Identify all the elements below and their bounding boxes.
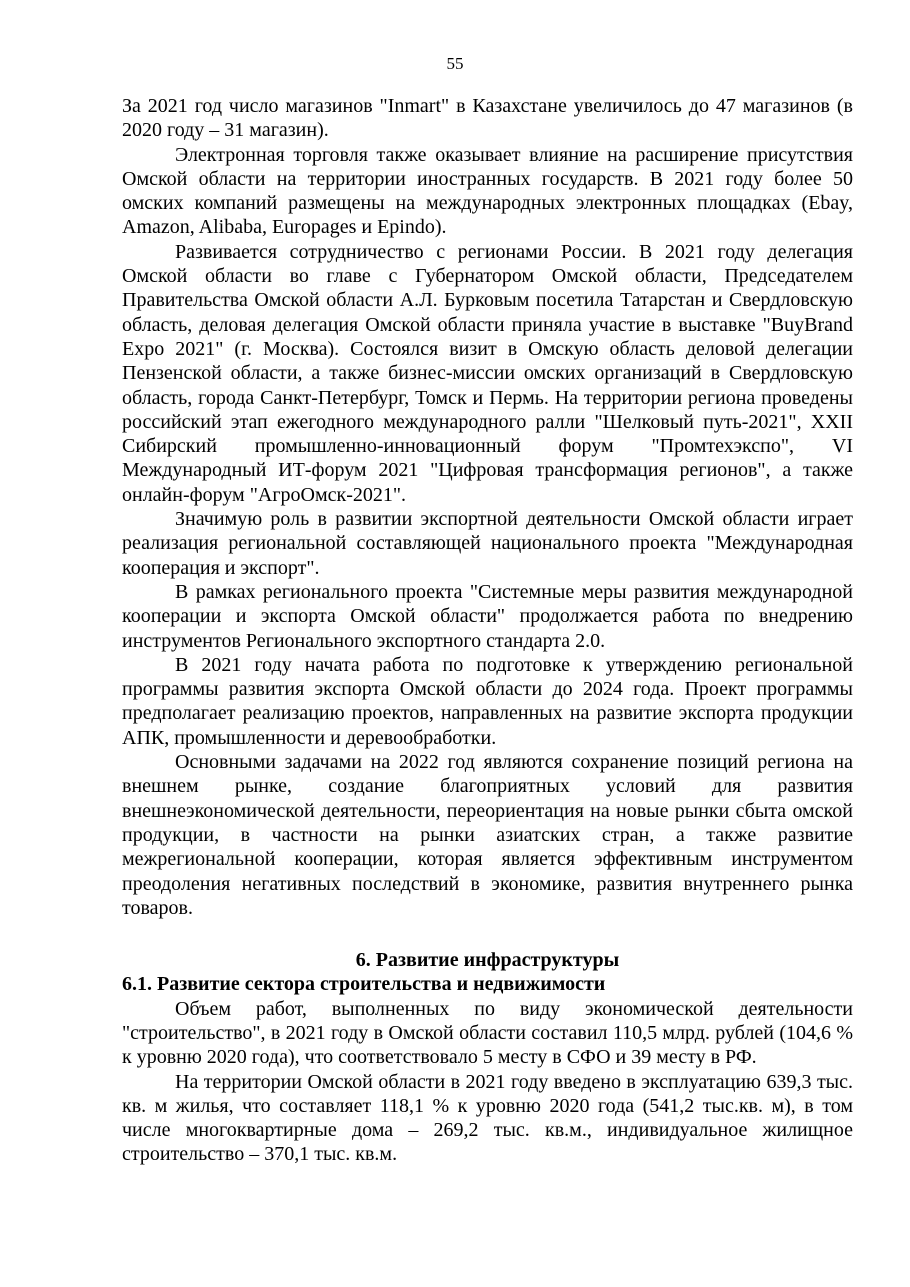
page-body	[122, 94, 853, 1167]
paragraph: За 2021 год число магазинов "Inmart" в Казахстане увеличилось до 47 магазинов (в 2020 году – 31 магазин).	[122, 95, 853, 142]
paragraph: Электронная торговля также оказывает влияние на расширение присутствия Омской области на территории иностранных государств. В 2021 году более 50 омских компаний размещены на международных электронных площадках (Ebay, Amazon, Alibaba, Europages и Epindo).	[122, 143, 853, 239]
section-heading: 6. Развитие инфраструктуры	[355, 949, 620, 972]
paragraph: На территории Омской области в 2021 году введено в эксплуатацию 639,3 тыс. кв. м жилья, что составляет 118,1 % к уровню 2020 года (541,2 тыс.кв. м), в том числе многоквартирные дома – 269,2 тыс. кв.м., индивидуальное жилищное строительство – 370,1 тыс. кв.м.	[122, 1070, 853, 1166]
paragraph: В 2021 году начата работа по подготовке к утверждению региональной программы развития экспорта Омской области до 2024 года. Проект программы предполагает реализацию проектов, направленных на развитие экспорта продукции АПК, промышленности и деревообработки.	[122, 653, 853, 749]
paragraph: Объем работ, выполненных по виду экономической деятельности "строительство", в 2021 году в Омской области составил 110,5 млрд. рублей (104,6 % к уровню 2020 года), что соответствовало 5 месту в СФО и 39 месту в РФ.	[122, 997, 853, 1069]
page-number: 55	[446, 54, 464, 73]
paragraph: В рамках регионального проекта "Системные меры развития международной кооперации и экспорта Омской области" продолжается работа по внедрению инструментов Регионального экспортного стандарта 2.0.	[122, 580, 853, 652]
paragraph: Развивается сотрудничество с регионами России. В 2021 году делегация Омской области во главе с Губернатором Омской области, Председателем Правительства Омской области А.Л. Бурковым посетила Татарстан и Свердловскую область, деловая делегация Омской области приняла участие в выставке "BuyBrand Expo 2021" (г. Москва). Состоялся визит в Омскую область деловой делегации Пензенской области, а также бизнес-миссии омских организаций в Свердловскую область, города Санкт-Петербург, Томск и Пермь. На территории региона проведены российский этап ежегодного международного ралли "Шелковый путь-2021", XXII Сибирский промышленно-инновационный форум "Промтехэкспо", VI Международный ИТ-форум 2021 "Цифровая трансформация регионов", а также онлайн-форум "АгроОмск-2021".	[122, 240, 853, 506]
subsection-heading: 6.1. Развитие сектора строительства и недвижимости	[122, 973, 606, 996]
paragraph: Значимую роль в развитии экспортной деятельности Омской области играет реализация региональной составляющей национального проекта "Международная кооперация и экспорт".	[122, 508, 853, 579]
paragraph: Основными задачами на 2022 год являются сохранение позиций региона на внешнем рынке, создание благоприятных условий для развития внешнеэкономической деятельности, переориентация на новые рынки сбыта омской продукции, в частности на рынки азиатских стран, а также развитие межрегиональной кооперации, которая является эффективным инструментом преодоления негативных последствий в экономике, развития внутреннего рынка товаров.	[122, 751, 853, 919]
